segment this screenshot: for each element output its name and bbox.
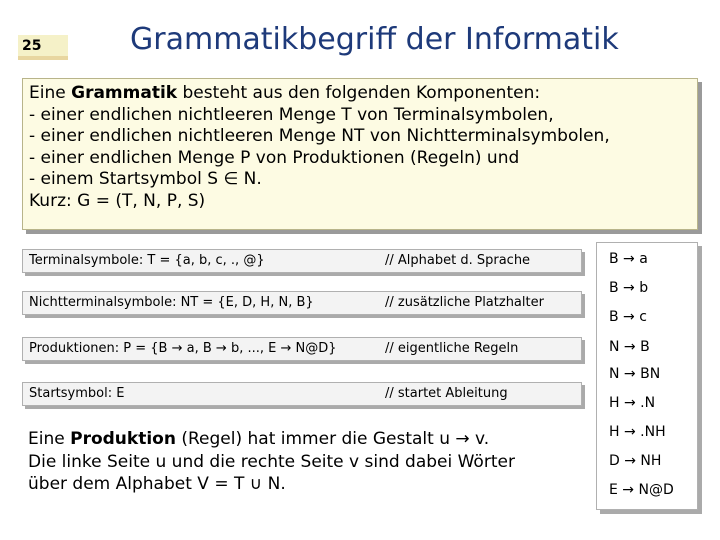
rule: N → B [609, 339, 650, 355]
component-startsymbol [22, 382, 582, 406]
production-text [28, 428, 515, 496]
rule: B → c [609, 309, 647, 325]
definition-term: Grammatik [71, 83, 178, 103]
definition-item: - einem Startsymbol S ∈ N. [29, 169, 262, 189]
definition-intro-prefix: Eine [29, 83, 72, 103]
rule: H → .N [609, 395, 656, 411]
production-suffix: (Regel) hat immer die Gestalt u → v. [175, 429, 490, 449]
component-comment: // startet Ableitung [385, 386, 508, 401]
rules-box [596, 242, 698, 510]
slide-number: 25 [18, 35, 68, 57]
rule: N → BN [609, 366, 661, 382]
production-line: über dem Alphabet V = T ∪ N. [28, 474, 286, 494]
component-comment: // zusätzliche Platzhalter [385, 295, 544, 310]
definition-item: - einer endlichen Menge P von Produktionen (Regeln) und [29, 147, 520, 168]
production-prefix: Eine [28, 429, 71, 449]
definition-intro-suffix: besteht aus den folgenden Komponenten: [177, 83, 541, 103]
rule: E → N@D [609, 482, 674, 498]
definition-short: Kurz: G = (T, N, P, S) [29, 190, 206, 211]
component-comment: // Alphabet d. Sprache [385, 253, 531, 268]
component-label: Terminalsymbole: T = {a, b, c, ., @} [29, 253, 265, 268]
definition-item: - einer endlichen nichtleeren Menge T von Terminalsymbolen, [29, 104, 554, 125]
rule: B → b [609, 280, 649, 296]
component-label: Nichtterminalsymbole: NT = {E, D, H, N, B} [29, 295, 314, 310]
definition-item: - einer endlichen nichtleeren Menge NT von Nichtterminalsymbolen, [29, 126, 610, 146]
production-term: Produktion [70, 429, 176, 449]
definition-intro [29, 83, 691, 105]
production-line: Die linke Seite u und die rechte Seite v sind dabei Wörter [28, 451, 515, 472]
definition-box [22, 78, 698, 230]
rule: D → NH [609, 453, 662, 469]
component-comment: // eigentliche Regeln [385, 341, 519, 356]
page-title: Grammatikbegriff der Informatik [130, 22, 619, 57]
component-label: Produktionen: P = {B → a, B → b, ..., E → N@D} [29, 341, 337, 356]
production-line [28, 428, 515, 451]
component-productions [22, 337, 582, 361]
rule: H → .NH [609, 424, 666, 440]
component-label: Startsymbol: E [29, 386, 125, 401]
component-terminals [22, 249, 582, 273]
component-nonterminals [22, 291, 582, 315]
slide-number-underline [18, 56, 68, 60]
rule: B → a [609, 251, 648, 267]
